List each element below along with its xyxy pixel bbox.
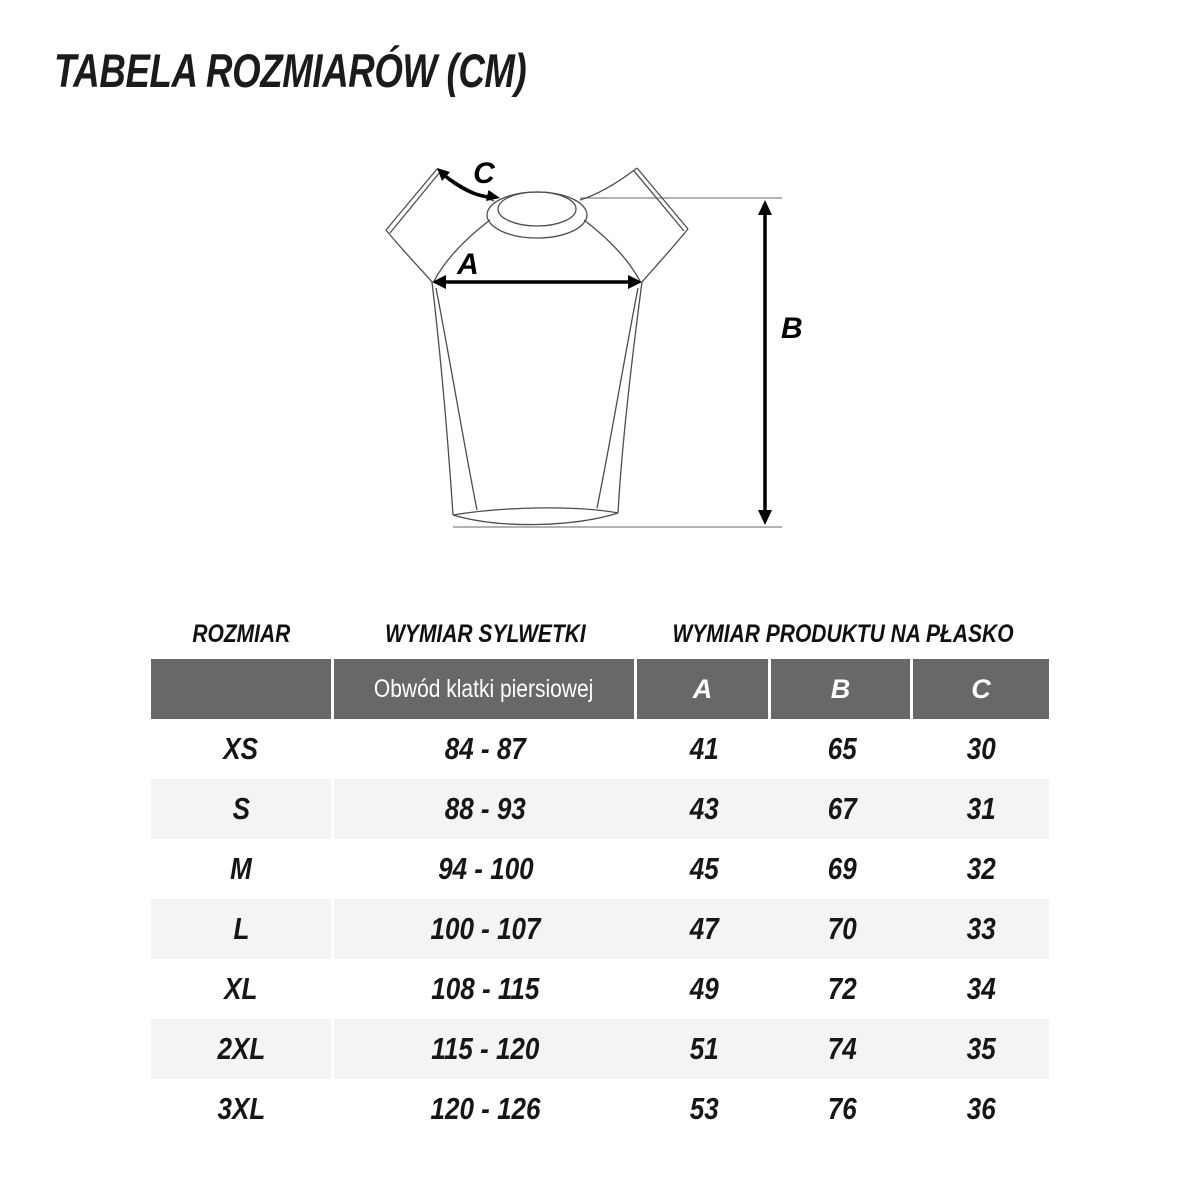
size-table (151, 609, 1049, 1139)
group-header-flat-measure (637, 609, 1049, 659)
c-cell: 33 (966, 911, 996, 946)
page-title (54, 46, 660, 95)
extension-lines (453, 198, 782, 527)
header-cell-c-label: C (971, 673, 991, 704)
header-cell-chest (334, 659, 634, 719)
b-cell: 76 (827, 1091, 857, 1126)
b-cell: 74 (827, 1031, 857, 1066)
a-cell: 51 (689, 1031, 719, 1066)
b-cell: 69 (827, 851, 857, 886)
size-cell: M (230, 851, 252, 886)
size-cell: 2XL (151, 1019, 331, 1079)
chest-cell: 100 - 107 (430, 911, 541, 946)
b-cell: 67 (827, 791, 857, 826)
header-cell-b-label: B (830, 673, 851, 704)
table-row-xl (151, 959, 1049, 1019)
table-group-header-row (151, 609, 1049, 659)
header-cell-chest-label: Obwód klatki piersiowej (374, 674, 594, 703)
a-cell: 41 (689, 731, 719, 766)
size-cell: L (151, 899, 331, 959)
chest-cell: 108 - 115 (431, 971, 540, 1006)
page-title-text: TABELA ROZMIARÓW (CM) (54, 44, 527, 97)
group-header-body-measure (334, 609, 637, 659)
arrowheads (432, 168, 772, 525)
a-cell: 53 (689, 1091, 719, 1126)
a-cell: 49 (689, 971, 719, 1006)
a-cell: 43 (689, 791, 719, 826)
tshirt-outline (386, 168, 688, 525)
dim-label-b: B (781, 312, 803, 345)
dim-label-a: A (457, 248, 479, 281)
table-row-2xl (151, 1019, 1049, 1079)
header-cell-c (913, 659, 1049, 719)
table-row-s (151, 779, 1049, 839)
size-cell: S (151, 779, 331, 839)
size-cell: XS (223, 731, 259, 766)
c-cell: 30 (966, 731, 996, 766)
header-cell-size (151, 659, 331, 719)
size-cell: 3XL (217, 1091, 265, 1126)
a-cell: 45 (689, 851, 719, 886)
dim-label-c: C (473, 157, 495, 190)
c-cell: 35 (966, 1031, 996, 1066)
size-cell: XL (224, 971, 258, 1006)
table-row-m (151, 839, 1049, 899)
group-header-body-measure-label: WYMIAR SYLWETKI (385, 619, 586, 648)
a-cell: 47 (689, 911, 719, 946)
group-header-flat-measure-label: WYMIAR PRODUKTU NA PŁASKO (672, 619, 1014, 648)
c-cell: 34 (966, 971, 996, 1006)
b-cell: 72 (827, 971, 857, 1006)
b-cell: 70 (827, 911, 857, 946)
c-cell: 31 (966, 791, 996, 826)
table-row-xs (151, 719, 1049, 779)
c-cell: 36 (966, 1091, 996, 1126)
header-cell-a-label: A (692, 673, 713, 704)
header-cell-a (637, 659, 768, 719)
chest-cell: 84 - 87 (444, 731, 527, 766)
chest-cell: 120 - 126 (430, 1091, 541, 1126)
tshirt-measurement-diagram (350, 140, 810, 560)
group-header-size (151, 609, 331, 659)
table-header-band (151, 659, 1049, 719)
b-cell: 65 (827, 731, 857, 766)
table-row-l (151, 899, 1049, 959)
header-cell-b (771, 659, 910, 719)
chest-cell: 88 - 93 (444, 791, 527, 826)
chest-cell: 94 - 100 (437, 851, 534, 886)
c-cell: 32 (966, 851, 996, 886)
group-header-size-label: ROZMIAR (192, 619, 290, 648)
table-row-3xl (151, 1079, 1049, 1139)
chest-cell: 115 - 120 (431, 1031, 540, 1066)
